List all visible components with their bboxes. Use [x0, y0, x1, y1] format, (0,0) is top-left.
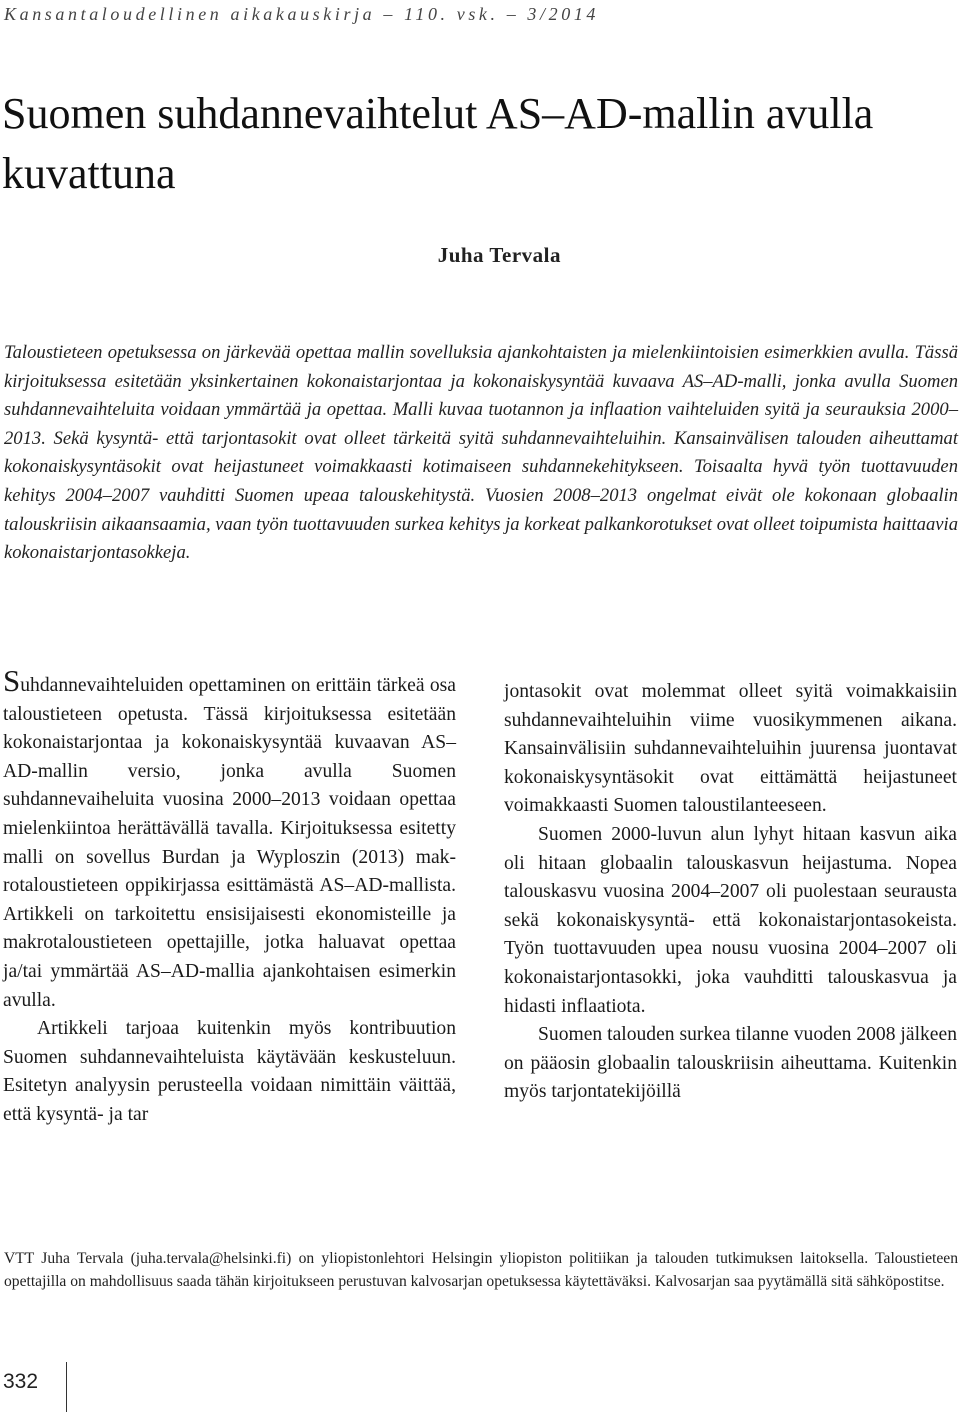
body-column-left	[3, 663, 456, 1130]
abstract: Taloustieteen opetuksessa on järkevää opettaa mallin sovelluksia ajankohtaisten ja mielenkiintoisien esimerkkien avulla. Tässä kirjoituksessa esitetään yksinkertainen kokonaistarjontaa ja kokonaiskysyntää kuvaava AS–AD-malli, jonka avulla Suomen suhdannevaihteluita voidaan ymmärtää ja opettaa. Malli kuvaa tuotannon ja inflaation vaihteluiden syitä ja seurauksia 2000–2013. Sekä kysyntä- että tarjontasokit ovat olleet tärkeitä syitä suhdannevaihteluihin. Kansainvälisen talouden aiheuttamat kokonaiskysyntäsokit ovat heijastuneet voimakkaasti kotimaiseen suhdannekehitykseen. Toisaalta hyvä työn tuottavuuden kehitys 2004–2007 vauhditti Suomen upeaa talouskehitystä. Vuosien 2008–2013 ongelmat eivät ole kokonaan globaalin talouskriisin aikaansaamia, vaan työn tuottavuuden surkea kehitys ja korkeat palkankorotukset ovat olleet toipumista haittaavia kokonaistarjontasokkeja.	[4, 342, 958, 564]
author-footnote: VTT Juha Tervala (juha.tervala@helsinki.fi) on yliopistonlehtori Helsingin yliopiston politiikan ja talouden tutkimuksen laitoksella. Taloustieteen opettajilla on mahdollisuus saada tähän kirjoitukseen perustuvan kalvosarjan opetuksessa käytettäväksi. Kalvosarjan saa pyytämällä sitä sähköpostitse.	[4, 1250, 958, 1290]
body-paragraph: Artikkeli tarjoaa kuitenkin myös kontribuution Suomen suhdannevaihteluista käytävään keskusteluun. Esitetyn analyysin perusteella voidaan nimittäin väittää, että kysyntä- ja tar	[3, 1018, 456, 1125]
body-column-right	[504, 678, 957, 1107]
journal-header: Kansantaloudellinen aikakauskirja – 110. vsk. – 3/2014	[4, 4, 600, 24]
page-number: 332	[3, 1370, 39, 1393]
drop-cap: S	[3, 663, 21, 698]
paragraph-text: uhdannevaihteluiden opettaminen on erittäin tärkeä osa taloustieteen opetusta. Tässä kirjoituksessa esitetään kokonaistarjontaa ja kokonaiskysyntää kuvaavan AS–AD-mallin versio, jonka avulla Suomen suhdannevaiheluita vuosina 2000–2013 voidaan opettaa mielenkiintoa herättävällä tavalla. Kirjoituksessa esitetty malli on sovellus Burdan ja Wyploszin (2013) makrotaloustieteen oppikirjassa esittämästä AS–AD-mallista. Artikkeli on tarkoitettu ensisijaisesti ekonomisteille ja makrotaloustieteen opettajille, jotka haluavat opettaa ja/tai ymmärtää AS–AD-mallia ajankohtaisen esimerkin avulla.	[3, 675, 456, 1011]
page-number-divider	[66, 1362, 67, 1412]
body-paragraph: Suomen 2000-luvun alun lyhyt hitaan kasvun aika oli hitaan globaalin talouskasvun heijastuma. Nopea talouskasvu vuosina 2004–2007 oli puolestaan seurausta sekä kokonaiskysyntä- että kokonaistarjontasokeista. Työn tuottavuuden upea nousu vuosina 2004–2007 oli kokonaistarjontasokki, joka vauhditti talouskasvua ja hidasti inflaatiota.	[504, 823, 957, 1017]
body-paragraph: Suomen talouden surkea tilanne vuoden 2008 jälkeen on pääosin globaalin talouskriisin aiheuttama. Kuitenkin myös tarjontatekijöillä	[504, 1024, 957, 1103]
body-paragraph	[3, 663, 456, 1015]
author-name: Juha Tervala	[437, 243, 561, 267]
article-title: Suomen suhdannevaihtelut AS–AD-mallin avulla kuvattuna	[2, 89, 874, 198]
body-paragraph: jontasokit ovat molemmat olleet syitä voimakkaisiin suhdannevaihteluihin viime vuosikymmenen aikana. Kansainvälisiin suhdannevaihteluihin juurensa juontavat kokonaiskysyntäsokit ovat eittämättä heijastuneet voimakkaasti Suomen taloustilanteeseen.	[504, 681, 957, 817]
